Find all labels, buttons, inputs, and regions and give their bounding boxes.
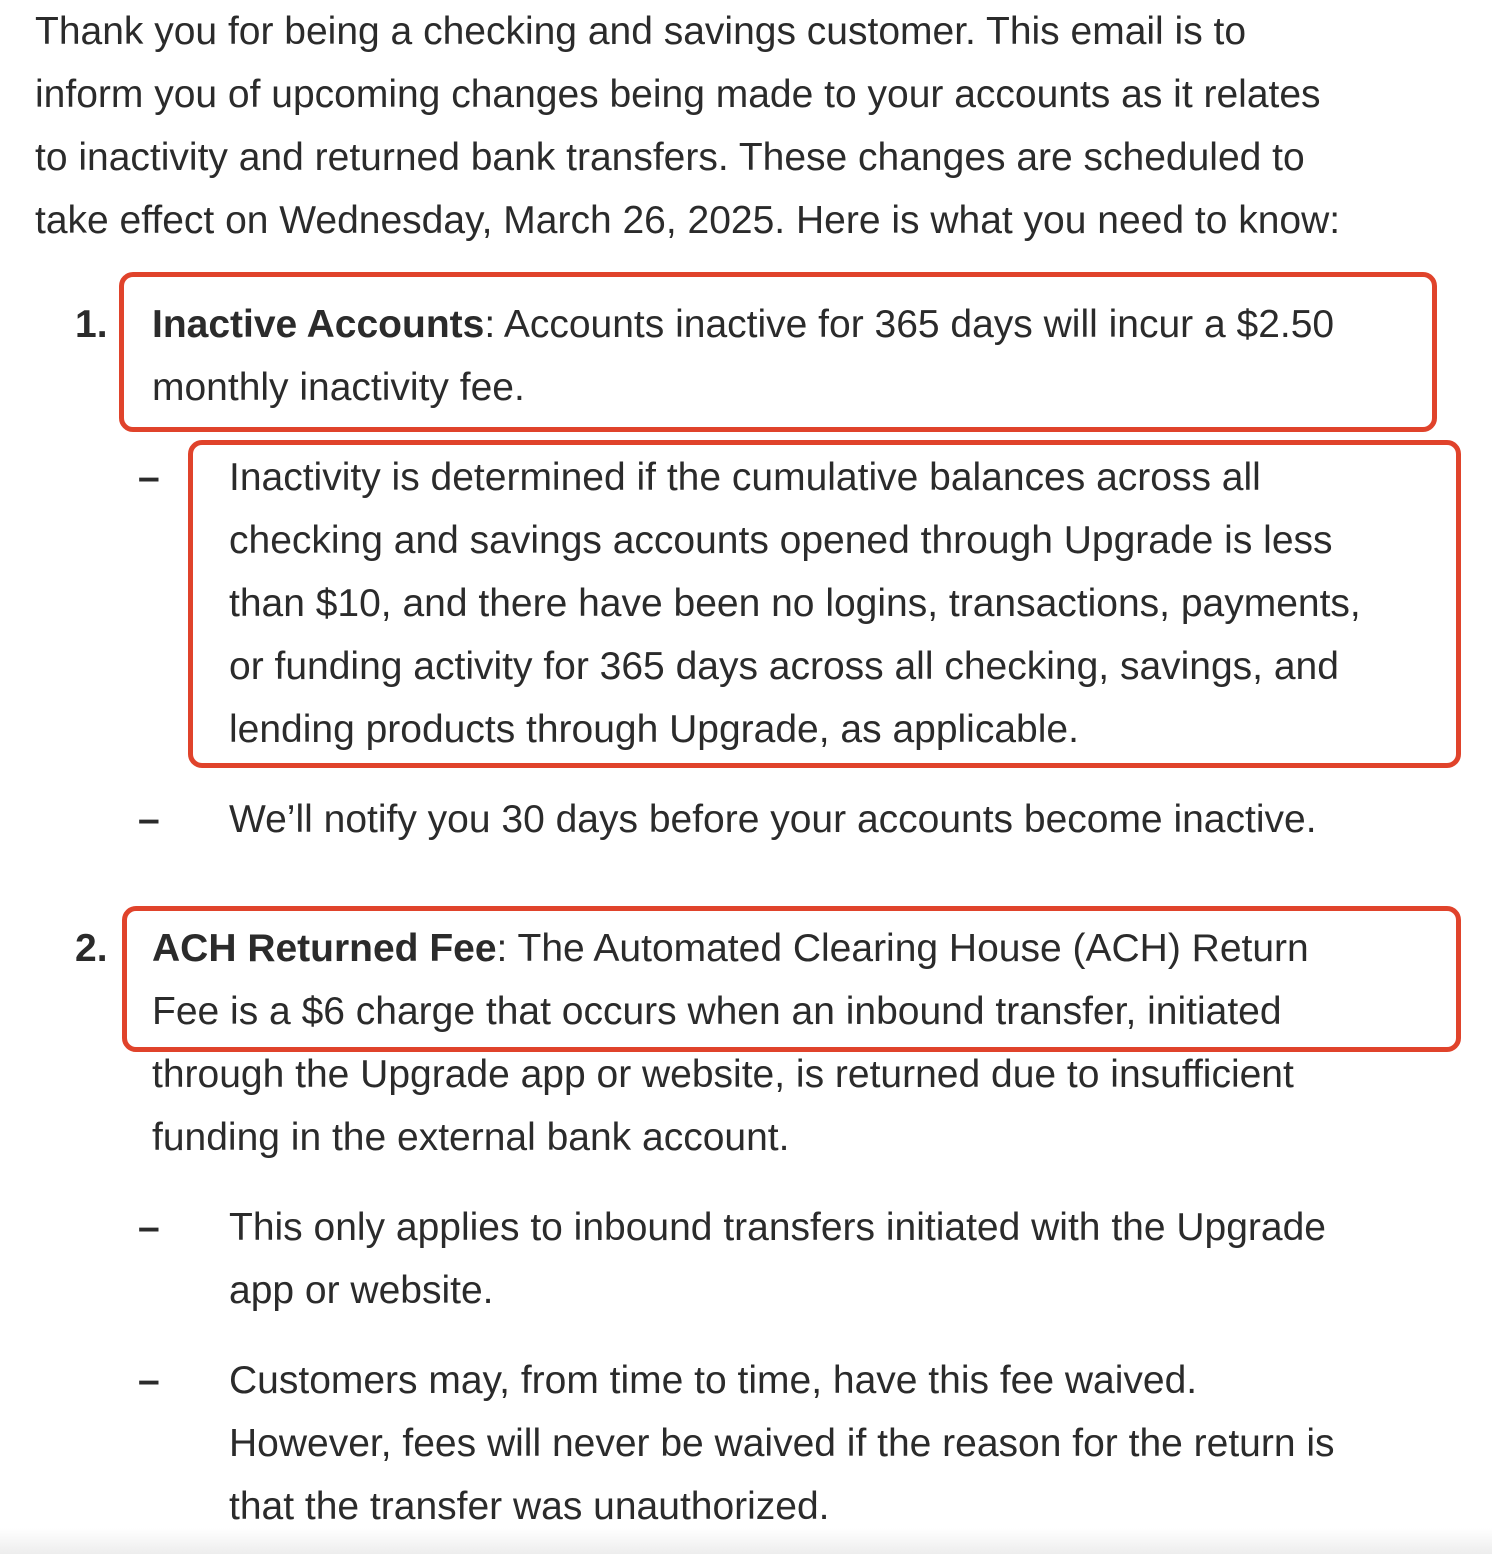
list-marker: 2. [75,927,108,970]
list-item-line: Fee is a $6 charge that occurs when an inbound transfer, initiated [152,990,1282,1033]
bottom-fade [0,1528,1492,1554]
list-item-title: Inactive Accounts [152,303,485,346]
sub-item-line: lending products through Upgrade, as applicable. [229,708,1079,751]
list-marker: 1. [75,303,108,346]
intro-line: Thank you for being a checking and savings customer. This email is to [35,10,1247,53]
intro-line: inform you of upcoming changes being made to your accounts as it relates [35,73,1321,116]
intro-paragraph [35,0,1340,252]
dash-bullet: – [138,1359,160,1402]
sub-item-inbound-only [229,1196,1326,1322]
sub-item-line: checking and savings accounts opened through Upgrade is less [229,519,1333,562]
list-item-text: : The Automated Clearing House (ACH) Return [496,927,1309,970]
sub-item-line: We’ll notify you 30 days before your accounts become inactive. [229,798,1317,841]
sub-item-line: app or website. [229,1269,494,1312]
list-item-text: : Accounts inactive for 365 days will incur a $2.50 [484,303,1335,346]
sub-item-line: or funding activity for 365 days across all checking, savings, and [229,645,1339,688]
sub-item-notification [229,788,1317,851]
list-item-line: through the Upgrade app or website, is returned due to insufficient [152,1053,1294,1096]
list-item-inactive-accounts [152,293,1334,419]
list-item-first-line [152,917,1309,980]
intro-line: to inactivity and returned bank transfers. These changes are scheduled to [35,136,1305,179]
list-item-line: funding in the external bank account. [152,1116,790,1159]
sub-item-line: However, fees will never be waived if the reason for the return is [229,1422,1335,1465]
sub-item-fee-waiver [229,1349,1335,1538]
dash-bullet: – [138,1206,160,1249]
sub-item-line: that the transfer was unauthorized. [229,1485,830,1528]
sub-item-line: Inactivity is determined if the cumulative balances across all [229,456,1261,499]
list-item-line: monthly inactivity fee. [152,366,525,409]
sub-item-line: than $10, and there have been no logins, transactions, payments, [229,582,1361,625]
sub-item-line: This only applies to inbound transfers initiated with the Upgrade [229,1206,1326,1249]
dash-bullet: – [138,456,160,499]
dash-bullet: – [138,798,160,841]
list-item-first-line [152,293,1334,356]
sub-item-inactivity-definition [229,446,1361,761]
list-item-title: ACH Returned Fee [152,927,497,970]
intro-line: take effect on Wednesday, March 26, 2025. Here is what you need to know: [35,199,1341,242]
list-item-ach-returned-fee [152,917,1309,1169]
sub-item-line: Customers may, from time to time, have this fee waived. [229,1359,1198,1402]
